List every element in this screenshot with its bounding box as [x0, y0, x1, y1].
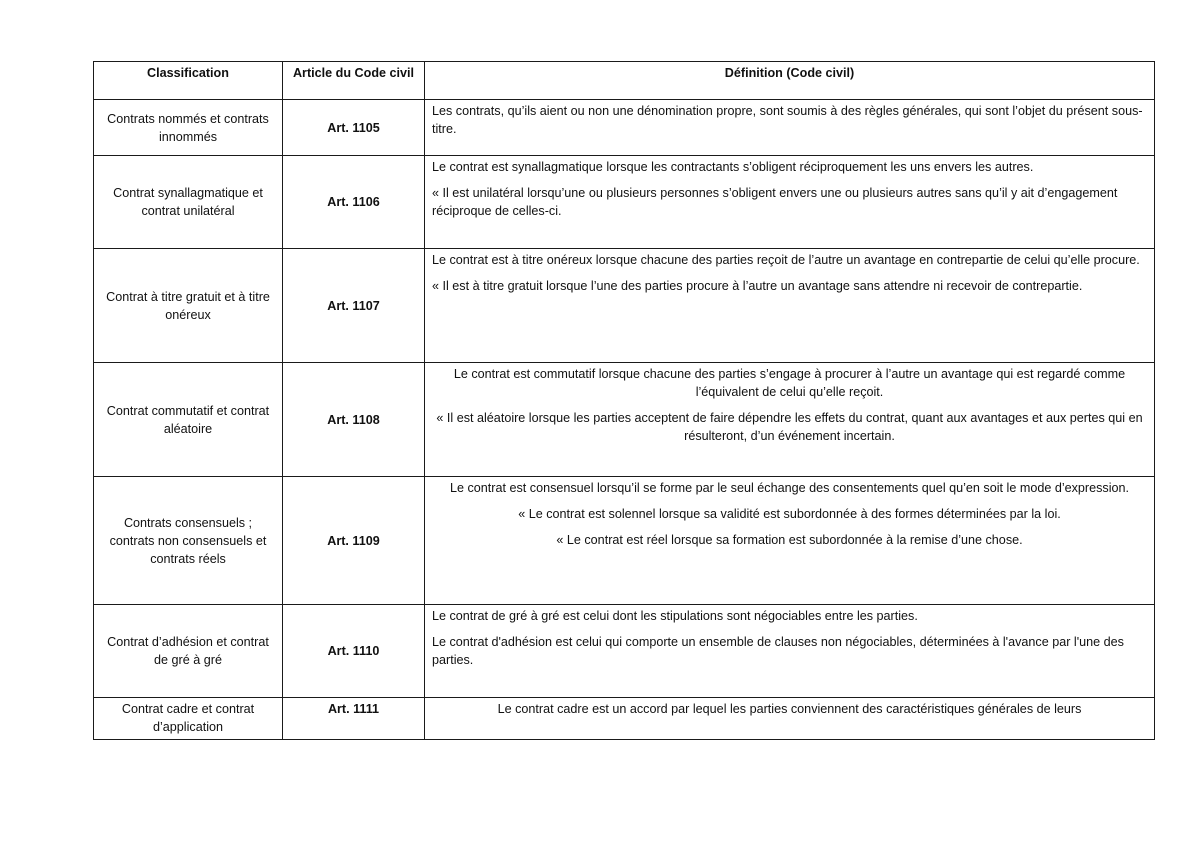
- definition-paragraph: Le contrat de gré à gré est celui dont les stipulations sont négociables entre les parties.: [432, 609, 918, 623]
- classification-cell: Contrat commutatif et contrat aléatoire: [94, 363, 283, 477]
- table-header-row: [94, 62, 1155, 100]
- header-classification: Classification: [94, 62, 283, 100]
- table-row: [94, 100, 1155, 156]
- definition-paragraph: Le contrat est à titre onéreux lorsque chacune des parties reçoit de l’autre un avantage en contrepartie de celui qu’elle procure.: [432, 253, 1140, 267]
- definition-cell: [425, 363, 1155, 477]
- header-article: Article du Code civil: [283, 62, 425, 100]
- definition-paragraph: « Il est à titre gratuit lorsque l’une des parties procure à l’autre un avantage sans attendre ni recevoir de contrepartie.: [432, 279, 1083, 293]
- classification-cell: Contrat cadre et contrat d’application: [94, 698, 283, 740]
- classification-cell: Contrats consensuels ; contrats non consensuels et contrats réels: [94, 477, 283, 605]
- table-row: [94, 249, 1155, 363]
- definition-cell: [425, 477, 1155, 605]
- definition-paragraph: Les contrats, qu’ils aient ou non une dénomination propre, sont soumis à des règles générales, qui sont l’objet du présent sous-titre.: [432, 104, 1143, 136]
- definition-paragraph: « Le contrat est réel lorsque sa formation est subordonnée à la remise d’une chose.: [556, 533, 1023, 547]
- definition-paragraph: Le contrat cadre est un accord par lequel les parties conviennent des caractéristiques générales de leurs: [497, 702, 1082, 716]
- definition-paragraph: Le contrat est commutatif lorsque chacune des parties s’engage à procurer à l’autre un avantage qui est regardé comme l’équivalent de celui qu’elle reçoit.: [453, 367, 1126, 399]
- definition-cell: [425, 100, 1155, 156]
- table-row: [94, 477, 1155, 605]
- contracts-classification-table: [93, 61, 1155, 740]
- article-cell: Art. 1109: [283, 477, 425, 605]
- definition-paragraph: « Il est unilatéral lorsqu’une ou plusieurs personnes s’obligent envers une ou plusieurs autres sans qu’il y ait d’engagement réciproque de celles-ci.: [432, 186, 1118, 218]
- article-cell: Art. 1110: [283, 605, 425, 698]
- definition-cell: [425, 156, 1155, 249]
- table-row: [94, 156, 1155, 249]
- classification-cell: Contrat synallagmatique et contrat unilatéral: [94, 156, 283, 249]
- classification-cell: Contrat d’adhésion et contrat de gré à gré: [94, 605, 283, 698]
- classification-cell: Contrats nommés et contrats innommés: [94, 100, 283, 156]
- definition-cell: [425, 698, 1155, 740]
- definition-cell: [425, 249, 1155, 363]
- article-cell: Art. 1108: [283, 363, 425, 477]
- article-cell: Art. 1105: [283, 100, 425, 156]
- definition-paragraph: Le contrat est consensuel lorsqu’il se forme par le seul échange des consentements quel qu’en soit le mode d’expression.: [449, 481, 1130, 495]
- table-row: [94, 605, 1155, 698]
- article-cell: Art. 1106: [283, 156, 425, 249]
- definition-paragraph: « Le contrat est solennel lorsque sa validité est subordonnée à des formes déterminées par la loi.: [518, 507, 1061, 521]
- header-definition: Définition (Code civil): [425, 62, 1155, 100]
- definition-paragraph: Le contrat est synallagmatique lorsque les contractants s’obligent réciproquement les uns envers les autres.: [432, 160, 1034, 174]
- article-cell: Art. 1107: [283, 249, 425, 363]
- table-row: [94, 698, 1155, 740]
- table-row: [94, 363, 1155, 477]
- definition-cell: [425, 605, 1155, 698]
- classification-cell: Contrat à titre gratuit et à titre onéreux: [94, 249, 283, 363]
- definition-paragraph: Le contrat d'adhésion est celui qui comporte un ensemble de clauses non négociables, déterminées à l'avance par l'une des parties.: [432, 635, 1124, 667]
- definition-paragraph: « Il est aléatoire lorsque les parties acceptent de faire dépendre les effets du contrat, quant aux avantages et aux pertes qui en résulteront, d’un événement incertain.: [436, 411, 1143, 443]
- article-cell: Art. 1111: [283, 698, 425, 740]
